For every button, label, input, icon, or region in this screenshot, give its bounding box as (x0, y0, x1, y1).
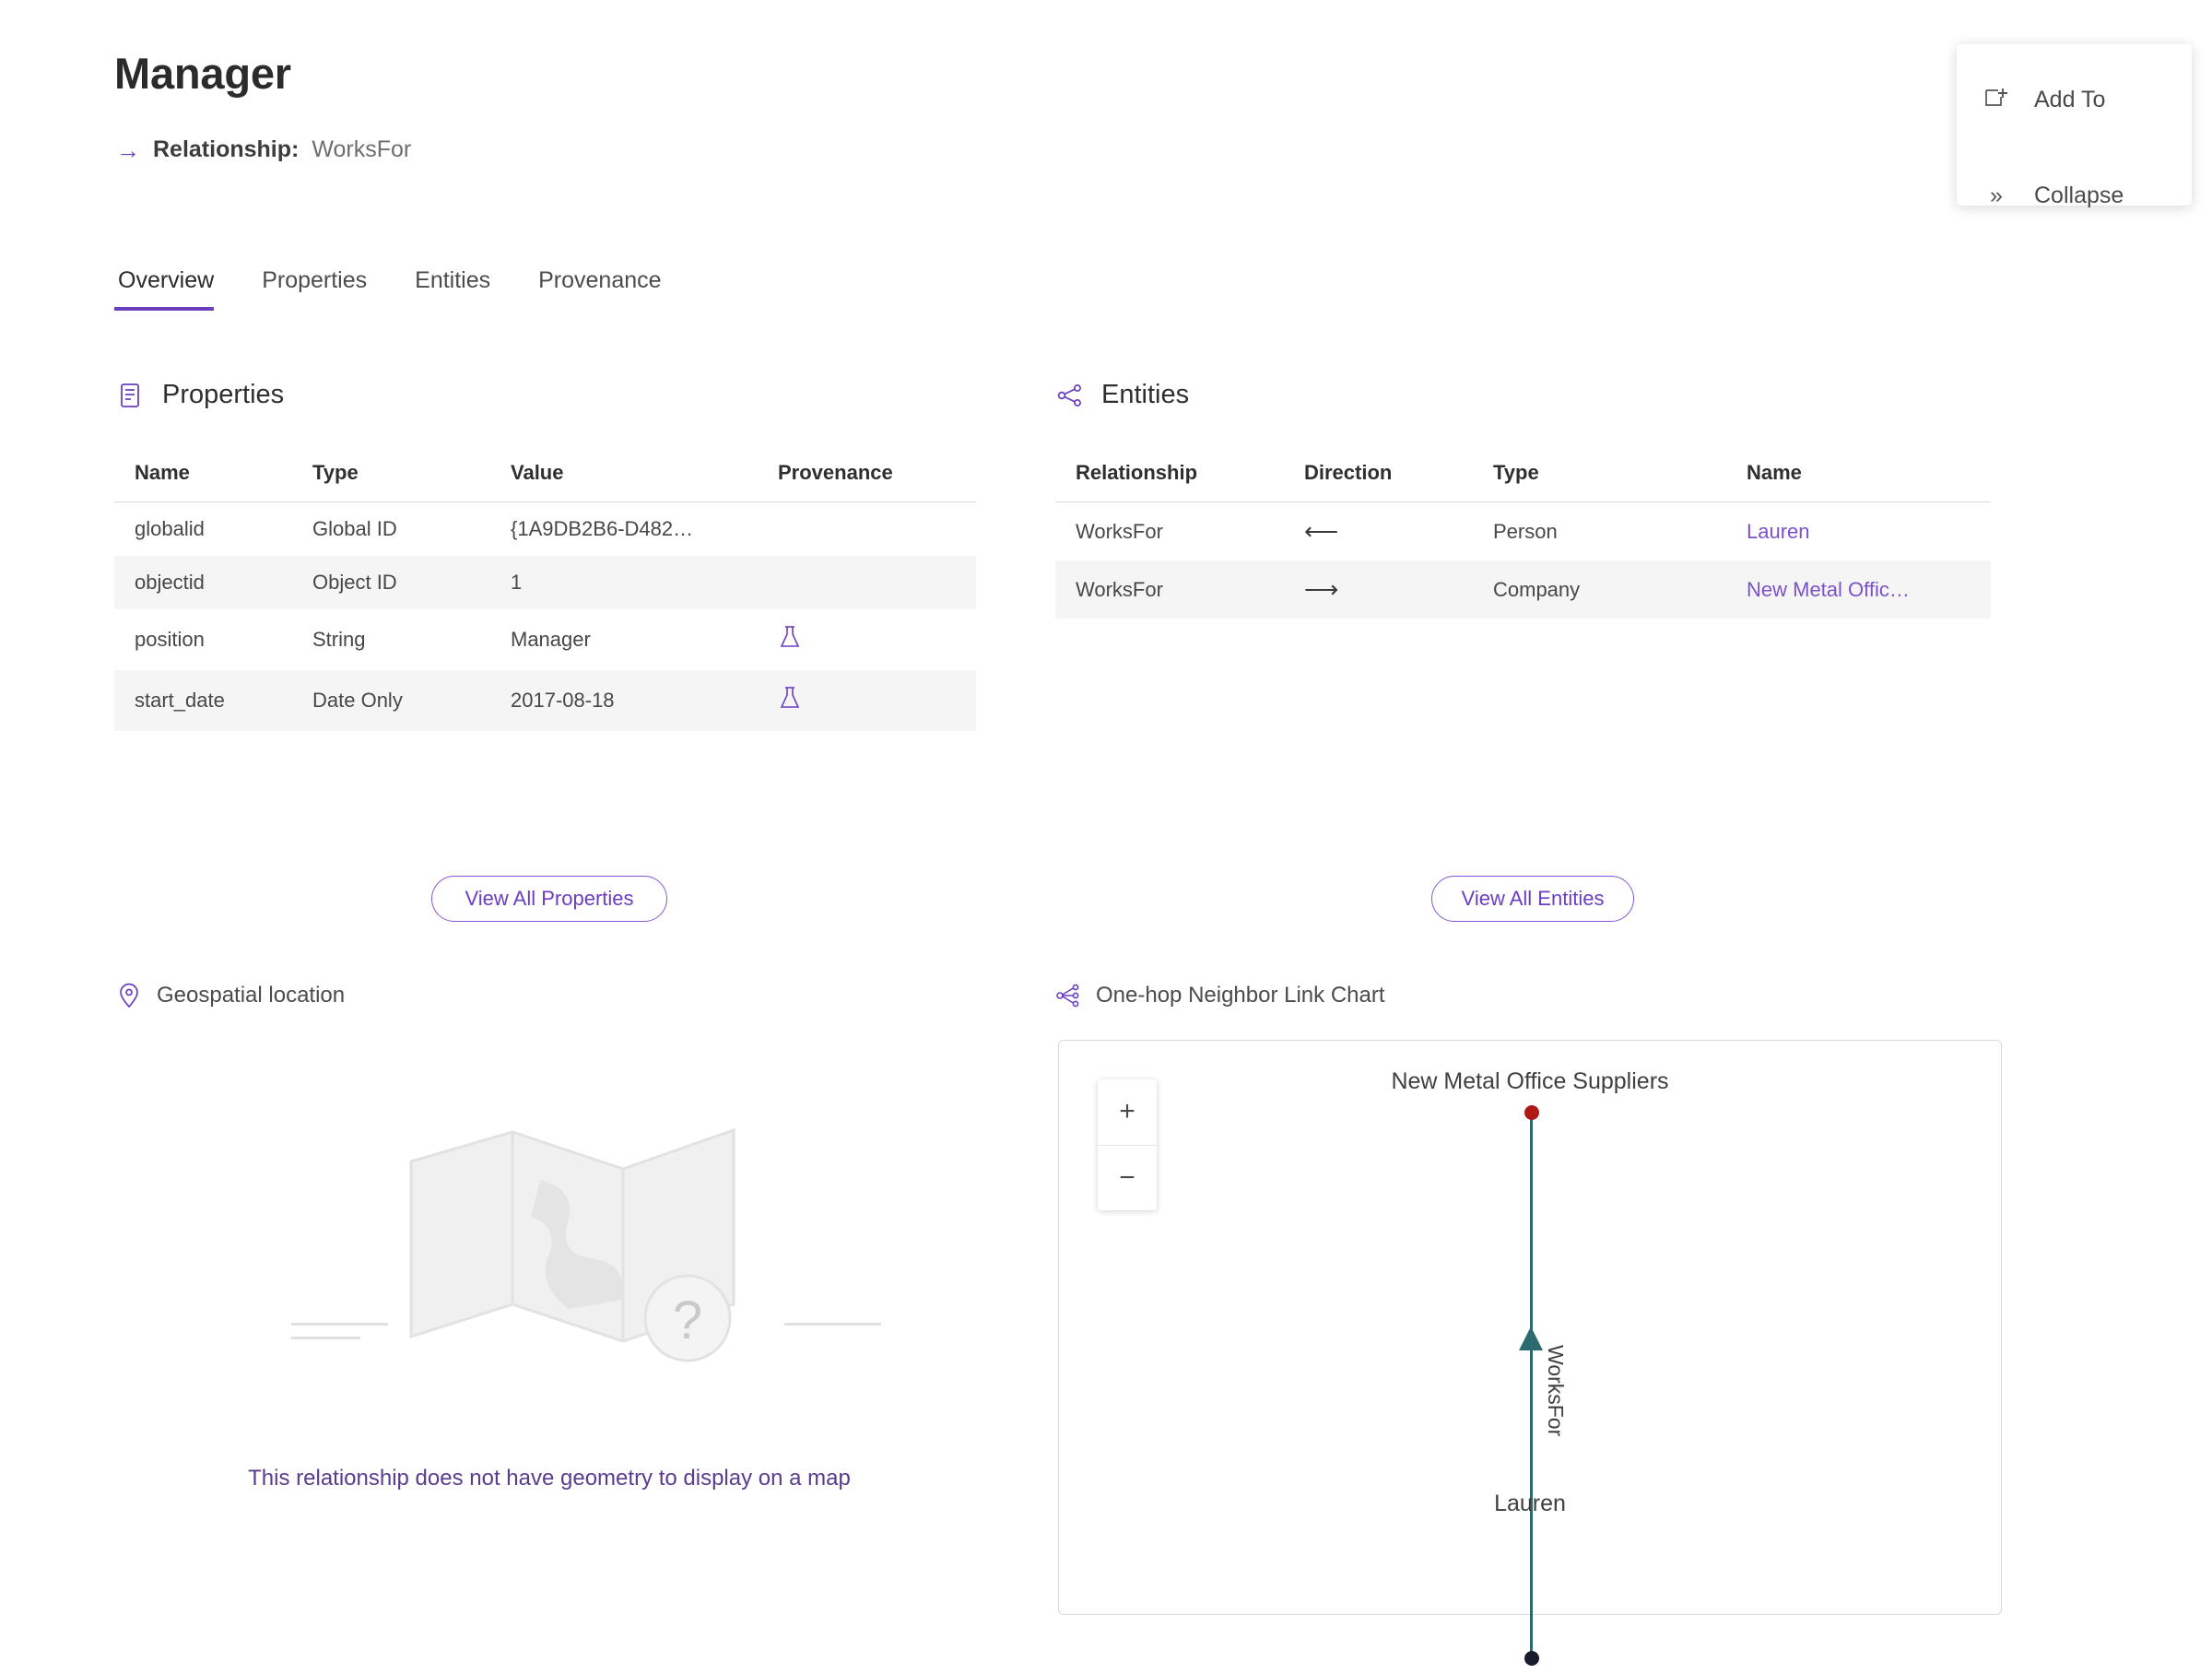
table-row[interactable] (1055, 502, 1991, 561)
entities-graph-icon (1055, 381, 1085, 410)
cell-direction (1304, 502, 1493, 561)
cell-name: position (135, 628, 205, 651)
properties-section-title: Properties (162, 380, 285, 409)
entity-link[interactable]: New Metal Offic… (1747, 577, 1910, 601)
zoom-in-button[interactable]: + (1098, 1079, 1157, 1146)
col-type: Type (312, 461, 511, 502)
geospatial-heading (116, 983, 345, 1008)
flask-icon[interactable] (778, 624, 802, 654)
flask-icon[interactable] (778, 685, 802, 714)
graph-edge (1530, 1111, 1533, 1658)
col-provenance: Provenance (778, 461, 976, 502)
col-name: Name (1747, 461, 1991, 502)
graph-edge-label: WorksFor (1544, 1345, 1568, 1437)
link-chart-canvas[interactable] (1058, 1040, 2002, 1615)
zoom-controls (1098, 1079, 1157, 1210)
cell-value: {1A9DB2B6-D482… (511, 517, 694, 540)
table-row[interactable] (114, 609, 976, 670)
col-name: Name (114, 461, 312, 502)
col-direction: Direction (1304, 461, 1493, 502)
table-row[interactable] (114, 670, 976, 731)
arrow-right-icon: ⟶ (1304, 575, 1338, 603)
tab-provenance[interactable]: Provenance (538, 267, 662, 293)
cell-name: start_date (135, 689, 225, 712)
decor-line (291, 1337, 360, 1339)
geospatial-title: Geospatial location (157, 983, 346, 1008)
cell-value: 2017-08-18 (511, 689, 615, 712)
tab-properties[interactable]: Properties (262, 267, 368, 293)
collapse-button[interactable] (1957, 168, 2192, 223)
graph-node-bottom[interactable] (1524, 1651, 1539, 1666)
cell-name (1747, 560, 1991, 619)
tab-entities[interactable]: Entities (415, 267, 491, 293)
properties-section-heading (116, 380, 284, 410)
cell-provenance (778, 556, 976, 609)
properties-icon (116, 381, 146, 410)
cell-relationship: WorksFor (1076, 577, 1163, 601)
decor-line (291, 1323, 388, 1326)
action-panel (1957, 44, 2192, 206)
zoom-out-button[interactable]: − (1119, 1161, 1135, 1193)
cell-provenance (778, 502, 976, 557)
arrow-left-icon: ⟵ (1304, 517, 1338, 545)
cell-value: Manager (511, 628, 591, 651)
cell-direction (1304, 560, 1493, 619)
cell-provenance (778, 609, 976, 670)
graph-node-label-bottom: Lauren (1494, 1491, 1566, 1516)
col-relationship: Relationship (1055, 461, 1304, 502)
cell-name: objectid (135, 571, 205, 594)
cell-relationship: WorksFor (1076, 519, 1163, 543)
entities-section-title: Entities (1101, 380, 1190, 409)
cell-provenance (778, 670, 976, 731)
table-header-row (114, 461, 976, 502)
add-to-button[interactable] (1957, 72, 2192, 127)
relationship-value: WorksFor (312, 136, 412, 162)
entities-section-heading (1055, 380, 1189, 410)
arrow-right-icon: → (116, 136, 140, 164)
tab-bar (114, 267, 686, 311)
graph-node-top[interactable] (1524, 1105, 1539, 1120)
table-header-row (1055, 461, 1991, 502)
relationship-subtitle (116, 136, 411, 163)
map-pin-icon (116, 983, 142, 1008)
entity-link[interactable]: Lauren (1747, 519, 1810, 543)
add-to-label: Add To (2034, 86, 2106, 112)
cell-type: Company (1493, 577, 1581, 601)
col-type: Type (1493, 461, 1747, 502)
cell-type: Object ID (312, 571, 397, 594)
entities-table (1055, 461, 1991, 619)
tab-overview[interactable]: Overview (114, 267, 238, 311)
collapse-label: Collapse (2034, 182, 2124, 208)
chevron-double-right-icon: » (1990, 182, 2003, 208)
svg-text:?: ? (672, 1291, 703, 1350)
link-chart-title: One-hop Neighbor Link Chart (1096, 983, 1385, 1008)
cell-type: Date Only (312, 689, 403, 712)
link-chart-icon (1055, 983, 1081, 1008)
relationship-label: Relationship: (153, 136, 300, 162)
link-chart-heading (1055, 983, 1385, 1008)
map-empty-message: This relationship does not have geometry to display on a map (248, 1466, 851, 1491)
table-row[interactable] (1055, 560, 1991, 619)
table-row[interactable] (114, 556, 976, 609)
view-all-properties-button[interactable]: View All Properties (431, 876, 667, 922)
properties-table (114, 461, 976, 731)
cell-value: 1 (511, 571, 523, 594)
table-row[interactable] (114, 502, 976, 557)
decor-line (784, 1323, 881, 1326)
col-value: Value (511, 461, 778, 502)
cell-type: Global ID (312, 517, 397, 540)
cell-name (1747, 502, 1991, 561)
add-to-icon (1983, 86, 2010, 113)
map-empty-state (116, 1060, 982, 1521)
cell-type: Person (1493, 519, 1558, 543)
cell-name: globalid (135, 517, 205, 540)
page-title: Manager (114, 49, 291, 98)
view-all-entities-button[interactable]: View All Entities (1431, 876, 1634, 922)
folded-map-icon (393, 1106, 780, 1373)
graph-node-label-top: New Metal Office Suppliers (1391, 1068, 1669, 1094)
cell-type: String (312, 628, 366, 651)
graph-edge-arrow-icon (1519, 1326, 1543, 1350)
